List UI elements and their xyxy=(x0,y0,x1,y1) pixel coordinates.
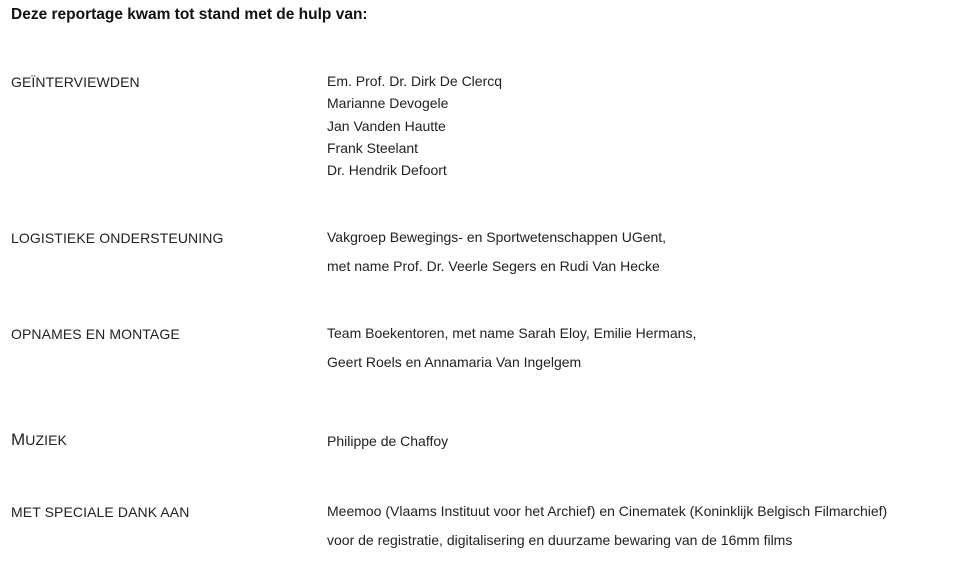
interviewee-name: Jan Vanden Hautte xyxy=(327,117,446,134)
section-label-special-thanks: MET SPECIALE DANK AAN xyxy=(11,504,190,520)
section-label-music-rest: UZIEK xyxy=(25,432,67,448)
logistics-line: Vakgroep Bewegings- en Sportwetenschappen UGent, xyxy=(327,229,667,245)
interviewee-name: Marianne Devogele xyxy=(327,95,449,112)
interviewee-name: Dr. Hendrik Defoort xyxy=(327,162,447,179)
section-values-recording-editing xyxy=(327,319,696,377)
recording-editing-line: Geert Roels en Annamaria Van Ingelgem xyxy=(327,354,582,370)
interviewee-name: Frank Steelant xyxy=(327,139,419,156)
section-label-logistics: LOGISTIEKE ONDERSTEUNING xyxy=(11,230,224,246)
page-heading: Deze reportage kwam tot stand met de hulp van: xyxy=(11,6,368,23)
music-line: Philippe de Chaffoy xyxy=(327,433,449,449)
section-values-interviewees xyxy=(327,70,502,181)
section-values-special-thanks xyxy=(327,497,887,555)
section-label-music xyxy=(11,430,67,450)
section-label-interviewees: GEÏNTERVIEWDEN xyxy=(11,74,140,90)
recording-editing-line: Team Boekentoren, met name Sarah Eloy, Emilie Hermans, xyxy=(327,325,697,341)
section-label-music-initial: M xyxy=(11,430,26,449)
section-values-logistics xyxy=(327,223,666,281)
interviewee-name: Em. Prof. Dr. Dirk De Clercq xyxy=(327,73,503,89)
section-label-recording-editing: OPNAMES EN MONTAGE xyxy=(11,326,180,342)
special-thanks-line: voor de registratie, digitalisering en duurzame bewaring van de 16mm films xyxy=(327,532,793,548)
special-thanks-line: Meemoo (Vlaams Instituut voor het Archief) en Cinematek (Koninklijk Belgisch Filmarchief) xyxy=(327,503,888,519)
logistics-line: met name Prof. Dr. Veerle Segers en Rudi Van Hecke xyxy=(327,258,660,274)
section-values-music xyxy=(327,430,448,452)
